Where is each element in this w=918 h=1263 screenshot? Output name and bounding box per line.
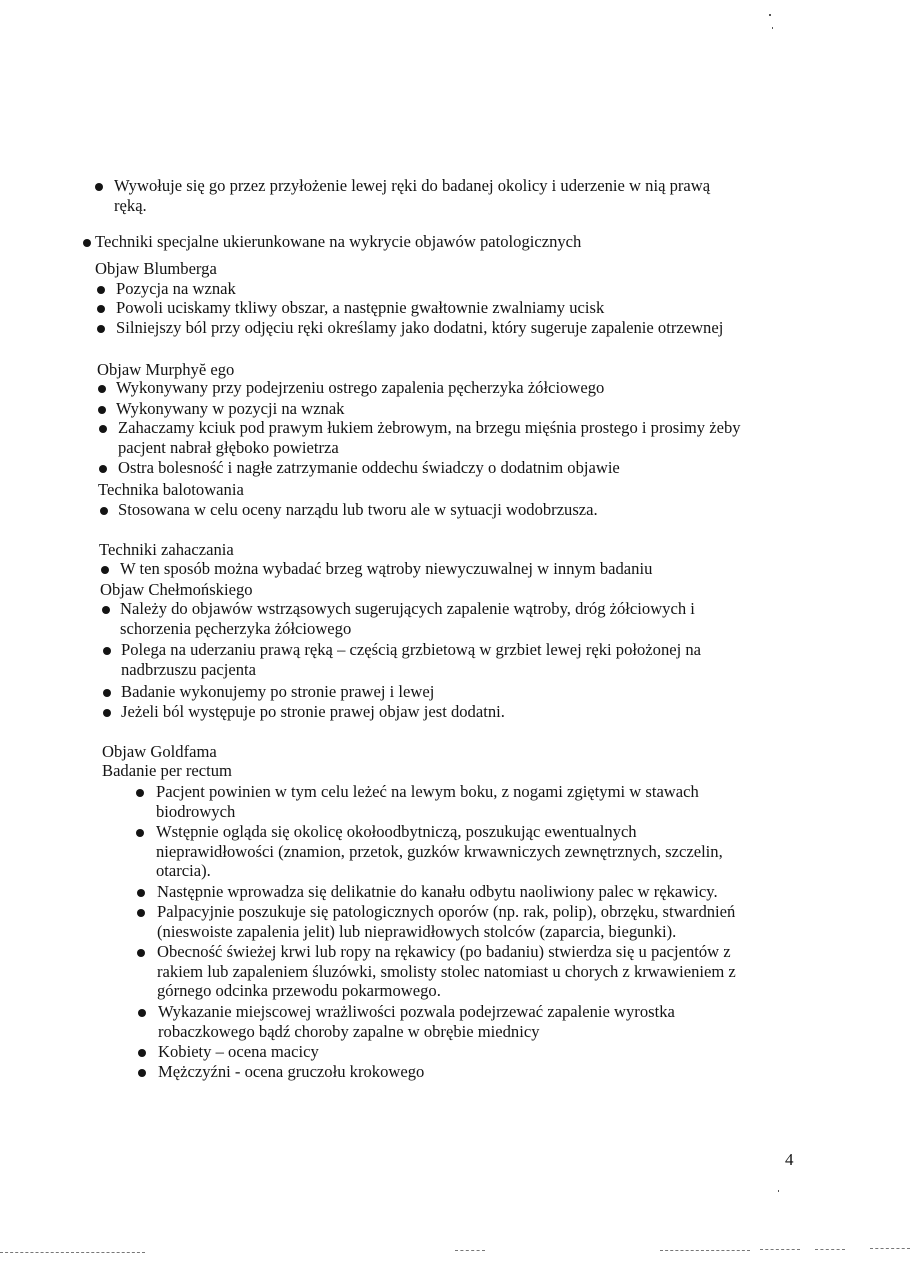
heading-line: Objaw Goldfama [102,742,217,761]
scan-edge-line [660,1250,750,1251]
bullet-line: (nieswoiste zapalenia jelit) lub nieprawidłowych stolców (zaparcia, biegunki). [157,921,677,941]
bullet-line: Należy do objawów wstrząsowych sugerujących zapalenie wątroby, dróg żółciowych i [120,599,695,618]
bullet-dot [137,889,145,897]
bullet-line: Jeżeli ból występuje po stronie prawej objaw jest dodatni. [121,702,505,721]
bullet-dot [102,606,110,614]
scan-edge-line [760,1249,800,1250]
bullet-dot [136,789,144,797]
bullet-dot [137,949,145,957]
bullet-line: nieprawidłowości (znamion, przetok, guzków krwawniczych zewnętrznych, szczelin, [156,841,723,861]
bullet-dot [138,1049,146,1057]
bullet-dot [83,239,91,247]
heading-line: Objaw Blumberga [95,259,217,278]
bullet-line: Pacjent powinien w tym celu leżeć na lewym boku, z nogami zgiętymi w stawach [156,782,699,801]
bullet-line: Techniki specjalne ukierunkowane na wykrycie objawów patologicznych [95,232,582,251]
bullet-line: Wstępnie ogląda się okolicę okołoodbytniczą, poszukując ewentualnych [156,822,637,841]
bullet-dot [99,465,107,473]
scan-edge-line [815,1249,845,1250]
bullet-line: Następnie wprowadza się delikatnie do kanału odbytu naoliwiony palec w rękawicy. [157,882,718,901]
scan-speck [778,1190,779,1192]
bullet-dot [101,566,109,574]
bullet-dot [98,385,106,393]
scan-edge-line [455,1250,485,1251]
bullet-dot [137,909,145,917]
bullet-line: górnego odcinka przewodu pokarmowego. [157,981,441,1001]
bullet-line: Stosowana w celu oceny narządu lub tworu ale w sytuacji wodobrzusza. [118,500,598,519]
scan-speck [769,14,771,16]
bullet-line: Pozycja na wznak [116,279,236,298]
bullet-dot [97,305,105,313]
bullet-line: Badanie wykonujemy po stronie prawej i lewej [121,682,435,701]
scan-edge-line [870,1248,910,1249]
page-number: 4 [785,1150,794,1169]
bullet-line: Ostra bolesność i nagłe zatrzymanie oddechu świadczy o dodatnim objawie [118,458,620,477]
bullet-line: Powoli uciskamy tkliwy obszar, a następnie gwałtownie zwalniamy ucisk [116,298,605,317]
bullet-line: robaczkowego bądź choroby zapalne w obrębie miednicy [158,1021,540,1041]
bullet-line: Polega na uderzaniu prawą ręką – częścią grzbietową w grzbiet lewej ręki położonej na [121,640,702,659]
bullet-line: Palpacyjnie poszukuje się patologicznych oporów (np. rak, polip), obrzęku, stwardnień [157,902,736,921]
bullet-dot [103,689,111,697]
bullet-line: pacjent nabrał głęboko powietrza [118,437,339,457]
heading-line: Objaw Murphyĕ ego [97,360,235,379]
bullet-line: Wykonywany przy podejrzeniu ostrego zapalenia pęcherzyka żółciowego [116,378,605,397]
bullet-line: nadbrzuszu pacjenta [121,659,256,679]
bullet-dot [98,406,106,414]
bullet-dot [136,829,144,837]
bullet-line: ręką. [114,195,147,215]
bullet-dot [103,709,111,717]
bullet-dot [100,507,108,515]
bullet-line: Wywołuje się go przez przyłożenie lewej ręki do badanej okolicy i uderzenie w nią prawą [114,176,711,195]
bullet-line: W ten sposób można wybadać brzeg wątroby niewyczuwalnej w innym badaniu [120,559,653,578]
bullet-line: Wykonywany w pozycji na wznak [116,399,345,418]
bullet-line: Silniejszy ból przy odjęciu ręki określamy jako dodatni, który sugeruje zapalenie otrzewnej [116,318,724,337]
bullet-line: otarcia). [156,861,211,881]
bullet-dot [103,647,111,655]
bullet-line: biodrowych [156,801,236,821]
bullet-dot [99,425,107,433]
heading-line: Techniki zahaczania [99,540,234,559]
bullet-line: Mężczyźni - ocena gruczołu krokowego [158,1062,425,1081]
heading-line: Objaw Chełmońskiego [100,580,253,599]
bullet-dot [97,325,105,333]
scan-edge-line [0,1252,145,1253]
bullet-dot [138,1069,146,1077]
bullet-line: Zahaczamy kciuk pod prawym łukiem żebrowym, na brzegu mięśnia prostego i prosimy żeby [118,418,741,437]
heading-line: Badanie per rectum [102,761,232,780]
bullet-line: rakiem lub zapaleniem śluzówki, smolisty stolec natomiast u chorych z krwawieniem z [157,961,736,981]
bullet-line: Wykazanie miejscowej wrażliwości pozwala podejrzewać zapalenie wyrostka [158,1002,675,1021]
heading-line: Technika balotowania [98,480,244,499]
bullet-line: schorzenia pęcherzyka żółciowego [120,618,352,638]
bullet-line: Kobiety – ocena macicy [158,1042,319,1061]
bullet-dot [95,183,103,191]
bullet-line: Obecność świeżej krwi lub ropy na rękawicy (po badaniu) stwierdza się u pacjentów z [157,942,731,961]
bullet-dot [97,286,105,294]
bullet-dot [138,1009,146,1017]
scan-speck [772,27,773,29]
